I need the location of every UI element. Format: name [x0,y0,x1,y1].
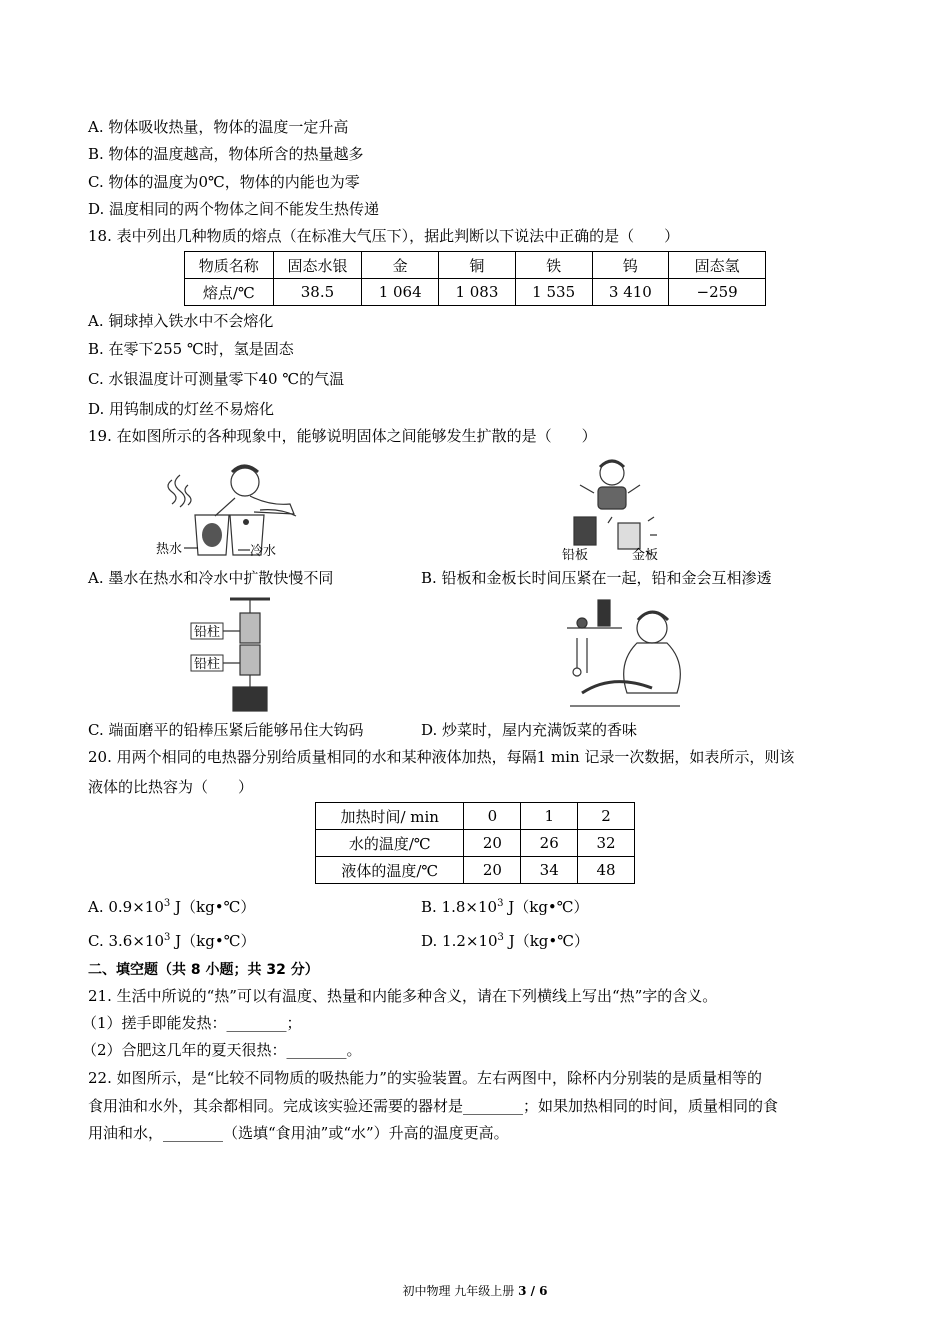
option-text: B. 1.8×10 [421,898,498,916]
table-cell: 固态氢 [669,252,766,279]
q20-option-c [88,928,255,951]
melting-point-table [184,251,766,306]
table-cell: 金 [362,252,439,279]
table-cell: 38.5 [273,279,362,306]
q17-option-c: C. 物体的温度为0℃，物体的内能也为零 [88,173,360,191]
ink-diffusion-figure [150,460,300,565]
table-cell: 1 083 [439,279,516,306]
table-row [316,830,635,857]
q18-option-d: D. 用钨制成的灯丝不易熔化 [88,400,275,418]
table-cell: 48 [578,857,635,884]
table-cell: 0 [464,803,521,830]
exponent: 3 [497,932,504,943]
q18-option-a: A. 铜球掉入铁水中不会熔化 [88,312,274,330]
option-unit: J（kg•℃） [503,898,589,916]
table-cell: 铁 [515,252,592,279]
q19-option-a: A. 墨水在热水和冷水中扩散快慢不同 [88,569,334,587]
option-text: C. 3.6×10 [88,932,164,950]
fig-a-label-hot: 热水 [156,542,183,557]
fig-a-label-cold: 冷水 [250,544,277,559]
table-cell: 20 [464,830,521,857]
page-footer [0,1283,950,1299]
q19-option-b: B. 铅板和金板长时间压紧在一起，铅和金会互相渗透 [421,569,772,587]
fig-b-label-gold: 金板 [632,548,659,563]
table-cell: 32 [578,830,635,857]
table-cell: 34 [521,857,578,884]
option-unit: J（kg•℃） [170,898,256,916]
table-cell: 1 064 [362,279,439,306]
q17-option-b: B. 物体的温度越高，物体所含的热量越多 [88,145,364,163]
table-cell: 2 [578,803,635,830]
table-cell: 26 [521,830,578,857]
table-cell: 钨 [592,252,669,279]
q19-option-c: C. 端面磨平的铅棒压紧后能够吊住大钩码 [88,721,364,739]
exponent: 3 [497,898,504,909]
q18-stem: 18. 表中列出几种物质的熔点（在标准大气压下），据此判断以下说法中正确的是（ ） [88,227,680,245]
table-cell: −259 [669,279,766,306]
q22-line3: 用油和水，________（选填“食用油”或“水”）升高的温度更高。 [88,1124,509,1142]
exponent: 3 [164,932,171,943]
table-cell: 水的温度/℃ [316,830,464,857]
table-cell: 加热时间/ min [316,803,464,830]
page-number: 3 / 6 [518,1284,548,1298]
q21-sub2: （2）合肥这几年的夏天很热：________。 [82,1041,362,1059]
section-heading: 二、填空题（共 8 小题；共 32 分） [88,962,319,978]
cooking-figure [562,598,692,713]
q21-sub1: （1）搓手即能发热：________； [82,1014,302,1032]
q21-stem: 21. 生活中所说的“热”可以有温度、热量和内能多种含义，请在下列横线上写出“热”字的含义。 [88,987,718,1005]
exponent: 3 [163,898,171,909]
q20-option-d [421,928,589,951]
option-unit: J（kg•℃） [503,932,590,950]
table-row [185,279,766,306]
table-cell: 20 [464,857,521,884]
table-cell: 熔点/℃ [185,279,274,306]
option-unit: J（kg•℃） [170,932,256,950]
fig-c-label-bottom: 铅柱 [194,657,221,672]
table-row [316,857,635,884]
table-row [185,252,766,279]
option-text: D. 1.2×10 [421,932,498,950]
q20-option-a [88,894,255,917]
q20-stem-line1: 20. 用两个相同的电热器分别给质量相同的水和某种液体加热，每隔1 min 记录一次数据，如表所示，则该 [88,748,795,766]
heating-data-table [315,802,635,884]
table-cell: 固态水银 [273,252,362,279]
q22-line2: 食用油和水外，其余都相同。完成该实验还需要的器材是________；如果加热相同的时间，质量相同的食 [88,1097,779,1115]
q22-line1: 22. 如图所示，是“比较不同物质的吸热能力”的实验装置。左右两图中，除杯内分别装的是质量相等的 [88,1069,762,1087]
table-row [316,803,635,830]
q17-option-a: A. 物体吸收热量，物体的温度一定升高 [88,118,349,136]
footer-text: 初中物理 九年级上册 [402,1284,519,1298]
q17-option-d: D. 温度相同的两个物体之间不能发生热传递 [88,200,380,218]
q19-stem: 19. 在如图所示的各种现象中，能够说明固体之间能够发生扩散的是（ ） [88,427,597,445]
q20-stem-line2: 液体的比热容为（ ） [88,778,254,796]
lead-cylinder-figure [185,595,295,715]
option-text: A. 0.9×10 [88,898,164,916]
table-cell: 1 [521,803,578,830]
q20-option-b [421,894,589,917]
table-cell: 3 410 [592,279,669,306]
table-cell: 物质名称 [185,252,274,279]
lead-gold-plate-figure [560,455,675,565]
q18-option-c: C. 水银温度计可测量零下40 ℃的气温 [88,370,345,388]
table-cell: 1 535 [515,279,592,306]
table-cell: 铜 [439,252,516,279]
fig-c-label-top: 铅柱 [194,625,221,640]
q18-option-b: B. 在零下255 ℃时，氢是固态 [88,340,294,358]
q19-option-d: D. 炒菜时，屋内充满饭菜的香味 [421,721,638,739]
table-cell: 液体的温度/℃ [316,857,464,884]
fig-b-label-lead: 铅板 [562,548,589,563]
